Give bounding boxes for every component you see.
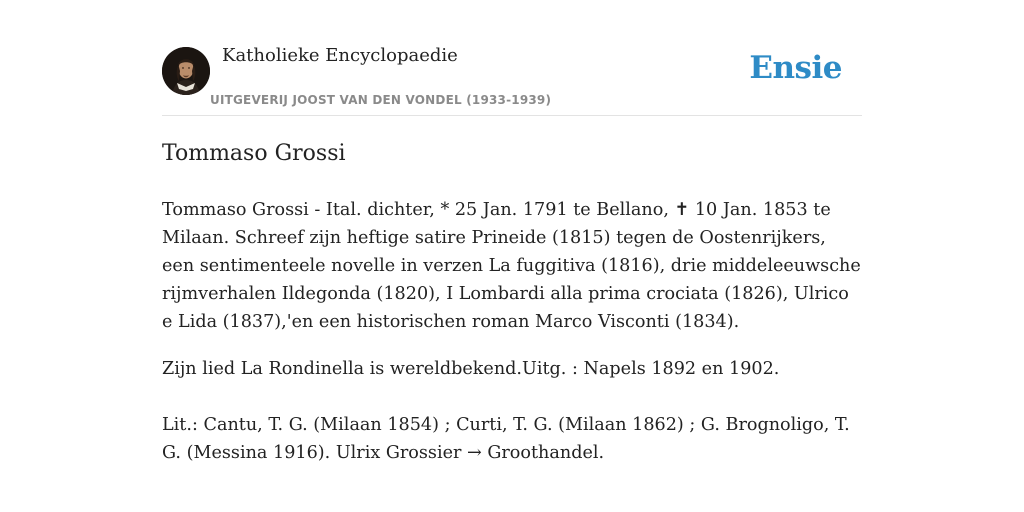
- publisher-subtitle: UITGEVERIJ JOOST VAN DEN VONDEL (1933-1939): [210, 93, 552, 107]
- publication-avatar[interactable]: [162, 47, 210, 95]
- article-paragraph: Tommaso Grossi - Ital. dichter, * 25 Jan. 1791 te Bellano, ✝ 10 Jan. 1853 te Milaan. Schreef zijn heftige satire Prineide (1815) tegen de Oostenrijkers, een sentimenteele novelle in verzen La fuggitiva (1816), drie middeleeuwsche rijmverhalen Ildegonda (1820), I Lombardi alla prima crociata (1826), Ulrico e Lida (1837),'en een historischen roman Marco Visconti (1834).: [162, 200, 861, 332]
- article: [162, 138, 862, 467]
- header: [162, 0, 862, 116]
- article-paragraph: Zijn lied La Rondinella is wereldbekend.Uitg. : Napels 1892 en 1902.: [162, 359, 780, 379]
- article-title: Tommaso Grossi: [162, 141, 346, 166]
- publication-title[interactable]: Katholieke Encyclopaedie: [222, 45, 458, 66]
- ensie-logo-link[interactable]: Ensie: [749, 50, 842, 86]
- portrait-icon: [162, 47, 210, 95]
- article-paragraph: Lit.: Cantu, T. G. (Milaan 1854) ; Curti, T. G. (Milaan 1862) ; G. Brognoligo, T. G. (Messina 1916). Ulrix Grossier → Groothandel.: [162, 415, 850, 463]
